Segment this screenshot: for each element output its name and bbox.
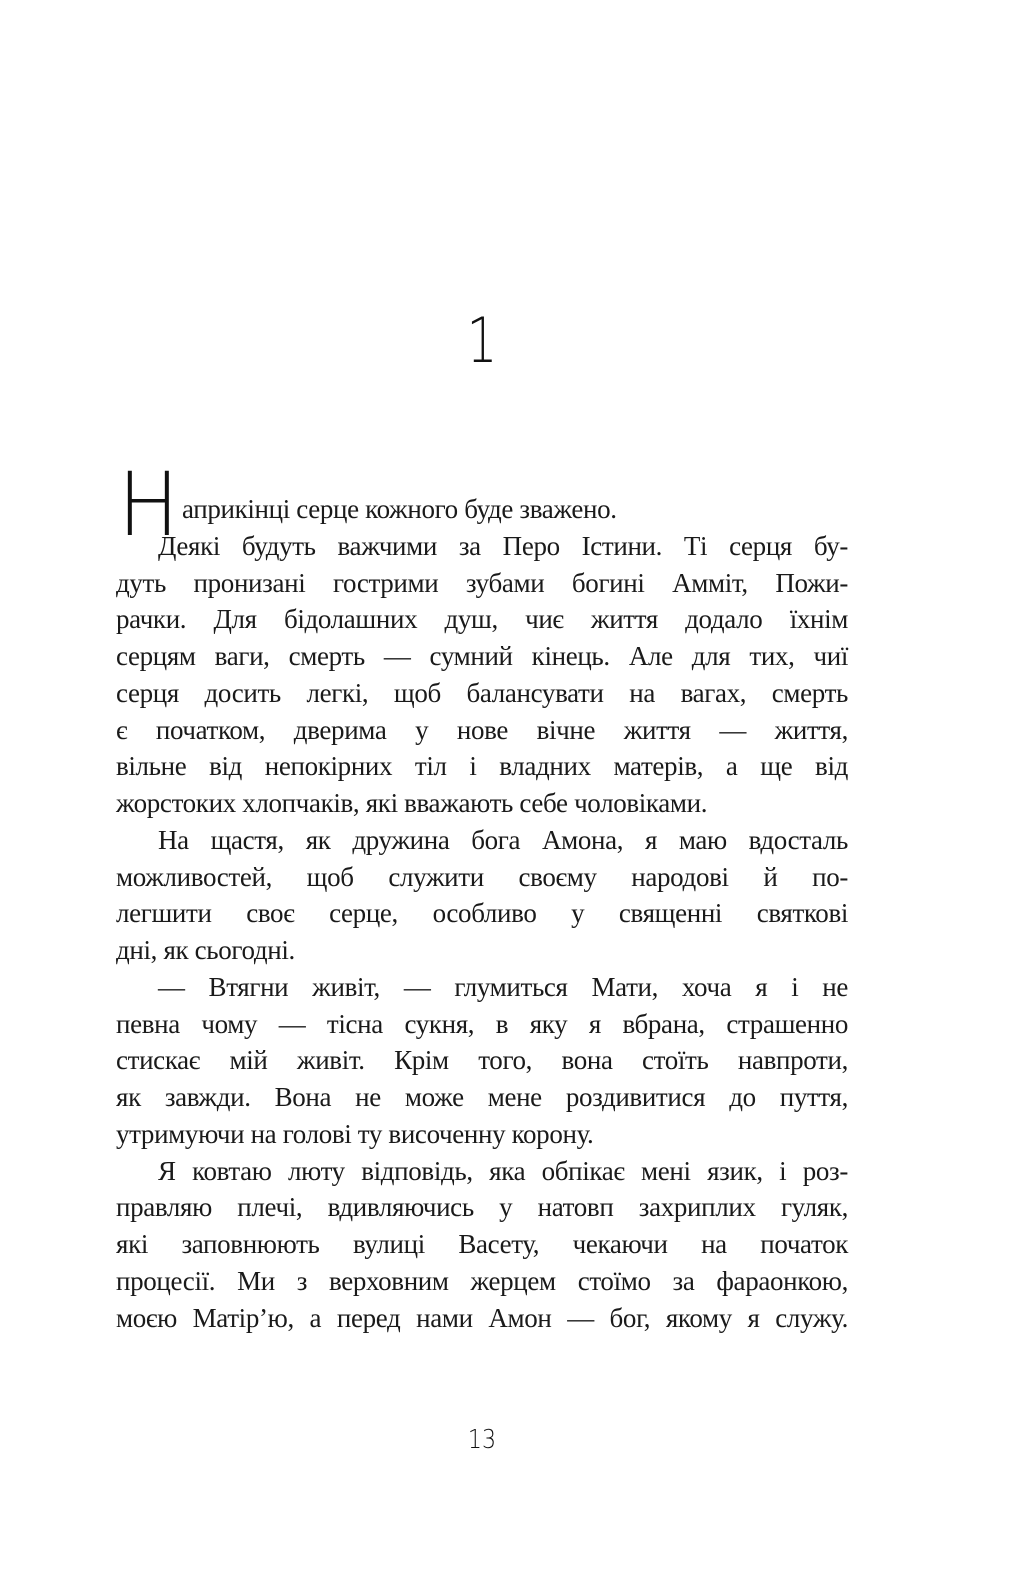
chapter-body (116, 453, 848, 1336)
text-line: певна чому — тісна сукня, в яку я вбрана, страшенно (116, 1008, 848, 1039)
text-line: серцям ваги, смерть — сумний кінець. Але для тих, чиї (116, 641, 848, 671)
text-line: які заповнюють вулиці Васету, чекаючи на початок (116, 1229, 848, 1259)
text-line: априкінці серце кожного буде зважено. (182, 494, 617, 524)
text-line: є початком, дверима у нове вічне життя — життя, (116, 714, 848, 745)
chapter-number: 1 (466, 304, 498, 377)
text-line: — Втягни живіт, — глумиться Мати, хоча я і не (158, 971, 848, 1002)
text-line: дні, як сьогодні. (116, 935, 295, 965)
text-line: можливостей, щоб служити своєму народові й по- (116, 861, 848, 892)
text-line: вільне від непокірних тіл і владних матерів, а ще від (116, 751, 848, 782)
text-line: процесії. Ми з верховним жерцем стоїмо за фараонкою, (116, 1265, 848, 1296)
text-line: правляю плечі, вдивляючись у натовп захриплих гуляк, (116, 1192, 848, 1223)
text-line: дуть пронизані гострими зубами богині Амміт, Пожи- (116, 567, 848, 598)
text-line: Деякі будуть важчими за Перо Істини. Ті серця бу- (158, 530, 848, 561)
text-line: стискає мій живіт. Крім того, вона стоїть навпроти, (116, 1045, 848, 1076)
text-line: моєю Матір’ю, а перед нами Амон — бог, якому я служу. (116, 1302, 848, 1333)
text-line: легшити своє серце, особливо у священні святкові (116, 898, 848, 929)
text-line: серця досить легкі, щоб балансувати на вагах, смерть (116, 677, 848, 708)
text-line: рачки. Для бідолашних душ, чиє життя додало їхнім (116, 604, 848, 635)
text-line: утримуючи на голові ту височенну корону. (116, 1118, 594, 1149)
text-line: Я ковтаю люту відповідь, яка обпікає мені язик, і роз- (158, 1155, 848, 1186)
text-line: жорстоких хлопчаків, які вважають себе чоловіками. (116, 788, 708, 818)
page-number: 13 (467, 1425, 497, 1455)
text-line: На щастя, як дружина бога Амона, я маю вдосталь (158, 824, 848, 855)
text-line: як завжди. Вона не може мене роздивитися до пуття, (116, 1082, 848, 1112)
drop-cap: Н (118, 453, 179, 556)
